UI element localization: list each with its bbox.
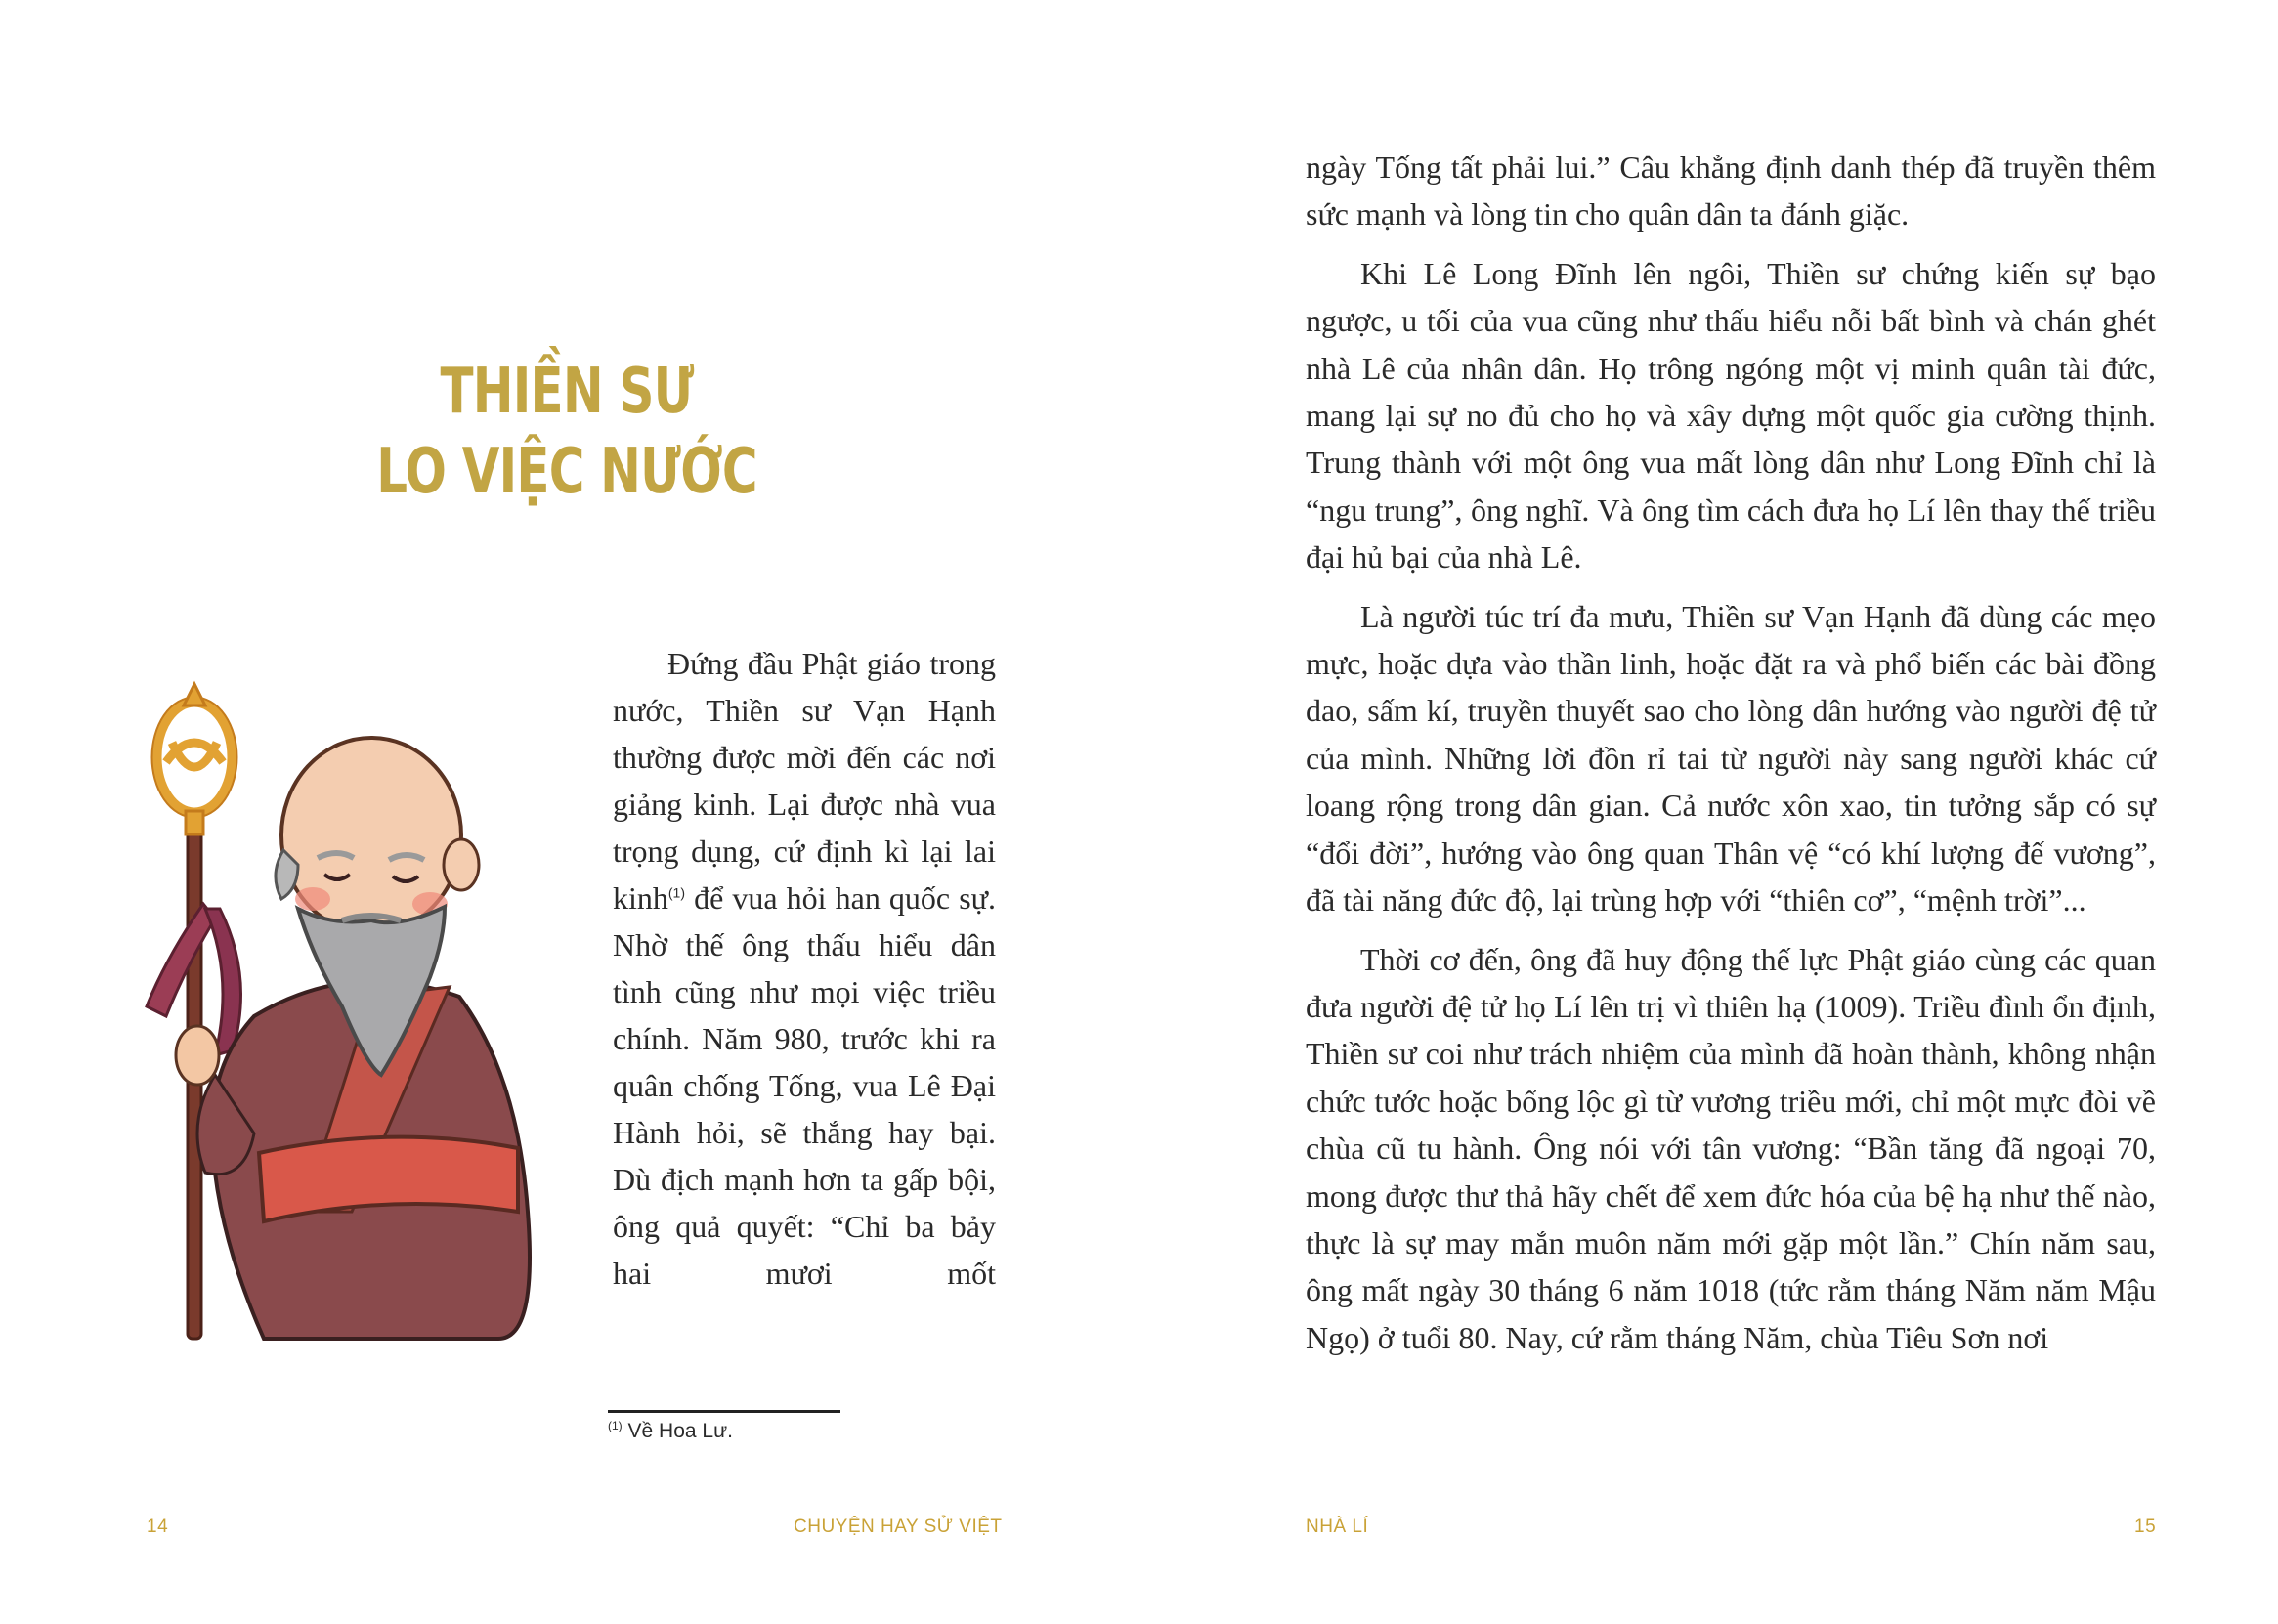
staff-ornament-icon	[155, 701, 234, 814]
paragraph-3: Là người túc trí đa mưu, Thiền sư Vạn Hạnh đã dùng các mẹo mực, hoặc dựa vào thần linh, hoặc đặt ra và phổ biến các bài đồng dao, sấm kí, truyền thuyết sao cho lòng dân hướng vào người đệ tử của mình. Những lời đồn rỉ tai từ người này sang người khác cứ loang rộng trong dân gian. Cả nước xôn xao, tin tưởng sắp có sự “đổi đời”, hướng vào ông quan Thân vệ “có khí lượng đế vương”, đã tài năng đức độ, lại trùng hợp với “thiên cơ”, “mệnh trời”...	[1306, 598, 2156, 919]
chapter-title-line-2: LO VIỆC NƯỚC	[376, 436, 757, 508]
chapter-title-line-1: THIỀN SƯ	[440, 356, 694, 428]
running-head-left: CHUYỆN HAY SỬ VIỆT	[794, 1517, 1003, 1537]
intro-text-part-1: Đứng đầu Phật giáo trong nước, Thiền sư Vạn Hạnh thường được mời đến các nơi giảng kinh. Lại được nhà vua trọng dụng, cứ định kì lại lai kinh	[613, 646, 996, 916]
hand	[176, 1026, 219, 1085]
paragraph-2: Khi Lê Long Đĩnh lên ngôi, Thiền sư chứng kiến sự bạo ngược, u tối của vua cũng như thấu hiểu nỗi bất bình và chán ghét nhà Lê của nhân dân. Họ trông ngóng một vị minh quân tài đức, mang lại sự no đủ cho họ và xây dựng một quốc gia cường thịnh. Trung thành với một ông vua mất lòng dân như Long Đĩnh chỉ là “ngu trung”, ông nghĩ. Và ông tìm cách đưa họ Lí lên thay thế triều đại hủ bại của nhà Lê.	[1306, 255, 2156, 576]
chapter-title	[354, 352, 781, 512]
paragraph-1: ngày Tống tất phải lui.” Câu khẳng định danh thép đã truyền thêm sức mạnh và lòng tin cho quân dân ta đánh giặc.	[1306, 150, 2156, 233]
footnote-ref[interactable]: (1)	[667, 884, 686, 901]
page-number-left: 14	[147, 1517, 169, 1537]
running-head-right: NHÀ LÍ	[1306, 1517, 1369, 1537]
footnote-marker: (1)	[608, 1419, 623, 1432]
intro-paragraph	[613, 640, 996, 1297]
page-number-right: 15	[2134, 1517, 2157, 1537]
footnote	[608, 1419, 999, 1443]
footnote-divider	[608, 1410, 840, 1413]
footnote-text: Về Hoa Lư.	[622, 1420, 733, 1442]
body-text	[1306, 144, 2156, 1373]
intro-text-part-2: để vua hỏi han quốc sự. Nhờ thế ông thấu hiểu dân tình cũng như mọi việc triều chính. Năm 980, trước khi ra quân chống Tống, vua Lê Đại Hành hỏi, sẽ thắng hay bại. Dù địch mạnh hơn ta gấp bội, ông quả quyết: “Chỉ ba bảy hai mươi mốt	[613, 880, 996, 1291]
monk-illustration	[107, 664, 596, 1348]
paragraph-4: Thời cơ đến, ông đã huy động thế lực Phật giáo cùng các quan đưa người đệ tử họ Lí lên trị vì thiên hạ (1009). Triều đình ổn định, Thiền sư coi như trách nhiệm của mình đã hoàn thành, không nhận chức tước hoặc bổng lộc gì từ vương triều mới, chỉ một mực đòi về chùa cũ tu hành. Ông nói với tân vương: “Bần tăng đã ngoại 70, mong được thư thả hãy chết để xem đức hóa của bệ hạ như thế nào, thực là sự may mắn muôn năm mới gặp một lần.” Chín năm sau, ông mất ngày 30 tháng 6 năm 1018 (tức rằm tháng Năm năm Mậu Ngọ) ở tuổi 80. Nay, cứ rằm tháng Năm, chùa Tiêu Sơn nơi	[1306, 941, 2156, 1355]
